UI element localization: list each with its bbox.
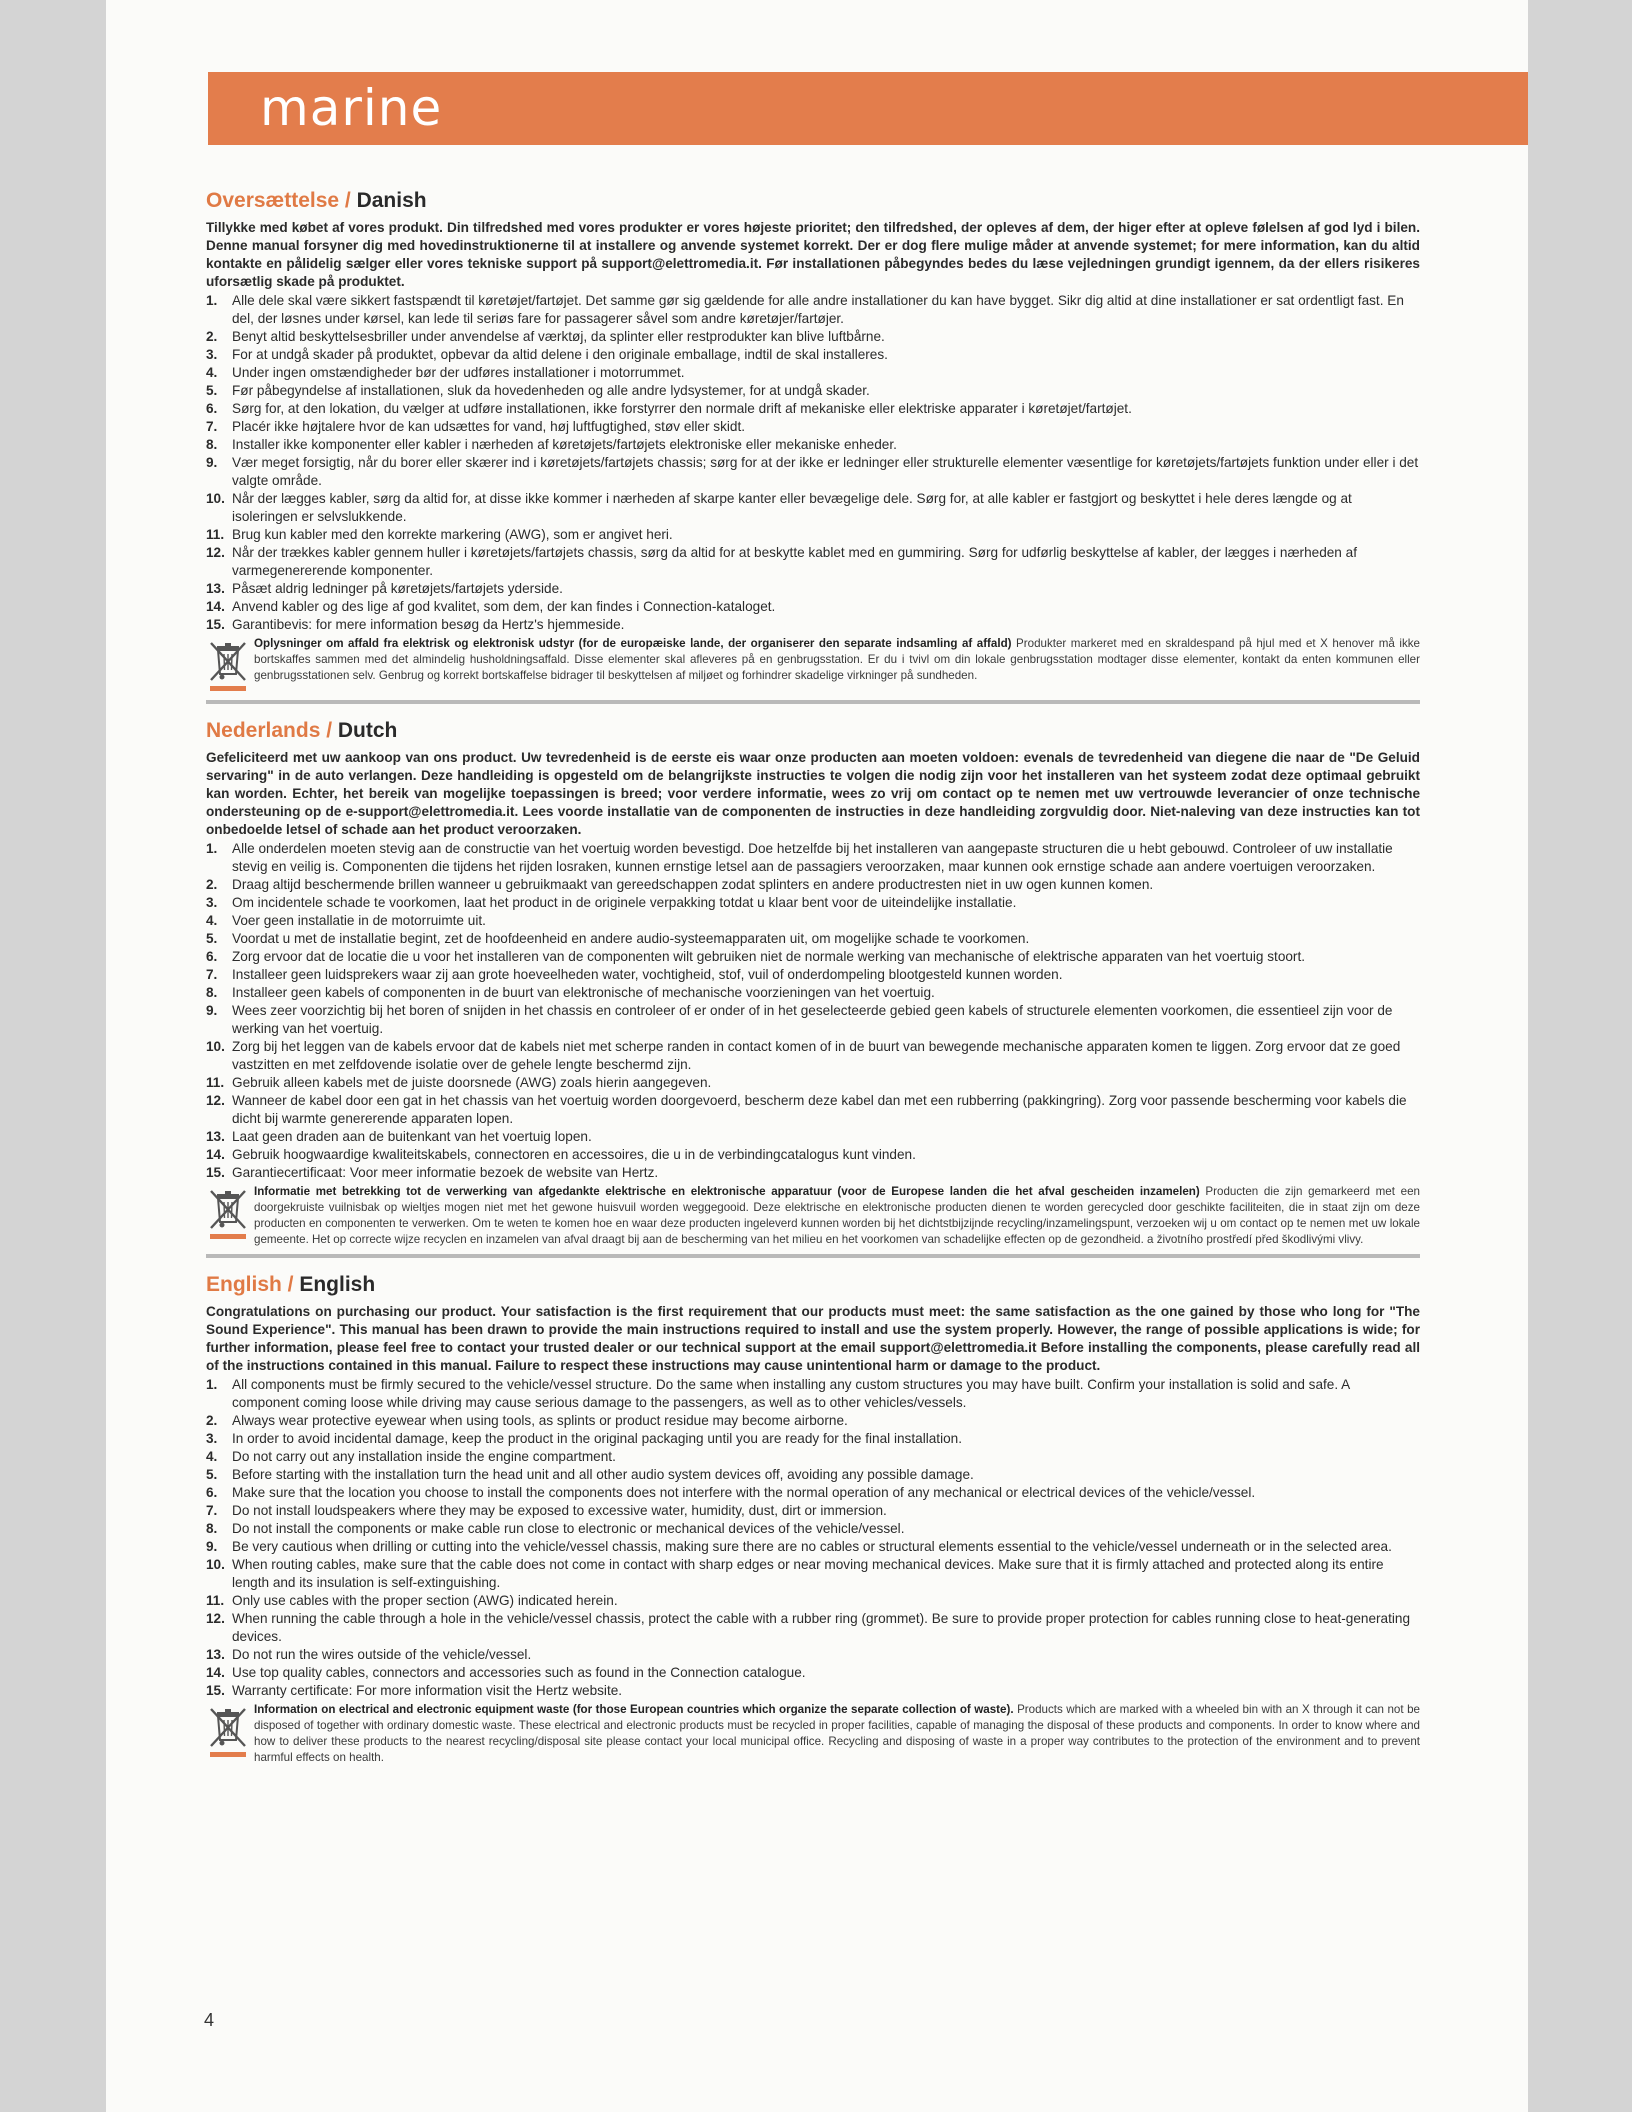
header-banner bbox=[208, 72, 1528, 145]
item-text: For at undgå skader på produktet, opbevar da altid delene i den originale emballage, indtil de skal installeres. bbox=[232, 347, 888, 362]
section-title bbox=[206, 188, 1420, 214]
item-text: Når der trækkes kabler gennem huller i køretøjets/fartøjets chassis, sørg da altid for at beskytte kablet med en gummiring. Sørg for udførlig beskyttelse af kabler, der lægges i nærheden af varmegenererende komponenter. bbox=[232, 545, 1357, 578]
weee-body: Products which are marked with a wheeled bin with an X through it can not be disposed of together with ordinary domestic waste. These electrical and electronic products must be recycled in proper facilities, capable of managing the disposal of these products and components. In order to know where and how to deliver these products to the nearest recycling/disposal site please contact your local municipal office. Recycling and disposing of waste in a proper way contributes to the protection of the environment and to prevent harmful effects on health. bbox=[254, 1703, 1420, 1764]
item-number: 15. bbox=[206, 1165, 225, 1180]
instruction-item bbox=[206, 894, 1420, 912]
item-text: Draag altijd beschermende brillen wanneer u gebruikmaakt van gereedschappen zodat splinters en andere productresten niet in uw ogen kunnen komen. bbox=[232, 877, 1154, 892]
instruction-item bbox=[206, 1592, 1420, 1610]
weee-body: Produkter markeret med en skraldespand på hjul med et X henover må ikke bortskaffes sammen med det almindelig husholdningsaffald. Disse elementer skal afleveres på en genbrugsstation. Er du i tvivl om din lokale genbrugsstation modtager disse elementer, kontakt da enten kommunen eller genbrugsstationen selv. Genbrug og korrekt bortskaffelse bidrager til beskyttelsen af miljøet og forhindrer skadelige virkninger på sundheden. bbox=[254, 637, 1420, 682]
instruction-item bbox=[206, 1664, 1420, 1682]
item-number: 6. bbox=[206, 949, 218, 964]
item-text: Only use cables with the proper section (AWG) indicated herein. bbox=[232, 1593, 618, 1608]
weee-text bbox=[254, 1184, 1420, 1248]
item-number: 4. bbox=[206, 365, 218, 380]
item-text: Zorg ervoor dat de locatie die u voor het installeren van de componenten wilt gebruiken niet de normale werking van mechanische of elektrische apparaten van het voertuig stoort. bbox=[232, 949, 1306, 964]
section-divider bbox=[206, 700, 1420, 704]
item-text: Sørg for, at den lokation, du vælger at udføre installationen, ikke forstyrrer den normale drift af mekaniske eller elektriske apparater i køretøjet/fartøjet. bbox=[232, 401, 1132, 416]
item-text: Wees zeer voorzichtig bij het boren of snijden in het chassis en controleer of er onder of in het geselecteerde gebied geen kabels of structurele elementen voorkomen, die essentieel zijn voor de werking van het voertuig. bbox=[232, 1003, 1393, 1036]
item-text: Voordat u met de installatie begint, zet de hoofdeenheid en andere audio-systeemapparaten uit, om mogelijke schade te voorkomen. bbox=[232, 931, 1030, 946]
item-number: 5. bbox=[206, 383, 218, 398]
item-number: 10. bbox=[206, 491, 225, 506]
weee-notice bbox=[206, 1702, 1420, 1766]
instruction-item bbox=[206, 382, 1420, 400]
weee-heading: Information on electrical and electronic equipment waste (for those European countries which organize the separate collection of waste). bbox=[254, 1703, 1014, 1716]
item-number: 10. bbox=[206, 1039, 225, 1054]
section-intro: Tillykke med købet af vores produkt. Din tilfredshed med vores produkter er vores højeste prioritet; den tilfredshed, der opleves af dem, der higer efter at opleve følelsen af god lyd i bilen. Denne manual forsyner dig med hovedinstruktionerne til at installere og anvende systemet korrekt. Der er dog flere mulige måder at anvende systemet; for mere information, kan du altid kontakte en pålidelig sælger eller vores tekniske support på support@elettromedia.it. Før installationen påbegyndes bedes du læse vejledningen grundigt igennem, da der ellers risikeres uforsætlig skade på produktet. bbox=[206, 220, 1420, 289]
item-number: 13. bbox=[206, 1129, 225, 1144]
instruction-item bbox=[206, 1074, 1420, 1092]
section-title-native: English / bbox=[206, 1273, 294, 1296]
item-text: Garantibevis: for mere information besøg da Hertz's hjemmeside. bbox=[232, 617, 625, 632]
instruction-item bbox=[206, 1466, 1420, 1484]
item-text: Do not run the wires outside of the vehicle/vessel. bbox=[232, 1647, 532, 1662]
instruction-list bbox=[206, 840, 1420, 1182]
language-section bbox=[206, 718, 1420, 1258]
item-number: 12. bbox=[206, 1611, 225, 1626]
item-number: 8. bbox=[206, 437, 218, 452]
instruction-item bbox=[206, 346, 1420, 364]
section-title-english: Dutch bbox=[332, 719, 398, 742]
weee-bin-icon bbox=[208, 1706, 248, 1758]
weee-notice bbox=[206, 1184, 1420, 1248]
item-text: Brug kun kabler med den korrekte markering (AWG), som er angivet heri. bbox=[232, 527, 673, 542]
item-number: 11. bbox=[206, 527, 225, 542]
section-intro: Gefeliciteerd met uw aankoop van ons product. Uw tevredenheid is de eerste eis waar onze producten aan moeten voldoen: evenals de tevredenheid van diegene die naar de "De Geluid servaring" in de auto verlangen. Deze handleiding is opgesteld om de belangrijkste instructies te volgen die nodig zijn voor het installeren van het systeem zodat deze optimaal gebruikt kan worden. Echter, het bereik van mogelijke toepassingen is breed; voor verdere informatie, wees zo vrij om contact op te nemen met uw vertrouwde leverancier of onze technische ondersteuning op de e-support@elettromedia.it. Lees voorde installatie van de componenten de instructies in deze handleiding zorgvuldig door. Niet-naleving van deze instructies kan tot onbedoelde letsel of schade aan het product veroorzaken. bbox=[206, 750, 1420, 837]
instruction-item bbox=[206, 1002, 1420, 1038]
weee-heading: Oplysninger om affald fra elektrisk og elektronisk udstyr (for de europæiske lande, der organiserer den separate indsamling af affald) bbox=[254, 637, 1012, 650]
item-text: Gebruik alleen kabels met de juiste doorsnede (AWG) zoals hierin aangegeven. bbox=[232, 1075, 712, 1090]
item-number: 15. bbox=[206, 617, 225, 632]
item-number: 3. bbox=[206, 347, 218, 362]
item-number: 1. bbox=[206, 841, 218, 856]
item-text: Benyt altid beskyttelsesbriller under anvendelse af værktøj, da splinter eller restprodukter kan blive luftbårne. bbox=[232, 329, 885, 344]
item-number: 12. bbox=[206, 1093, 225, 1108]
instruction-list bbox=[206, 1376, 1420, 1700]
page-number: 4 bbox=[204, 2010, 215, 2030]
instruction-item bbox=[206, 436, 1420, 454]
item-text: Om incidentele schade te voorkomen, laat het product in de originele verpakking totdat u klaar bent voor de uiteindelijke installatie. bbox=[232, 895, 1017, 910]
item-number: 8. bbox=[206, 1521, 218, 1536]
item-number: 4. bbox=[206, 913, 218, 928]
brand-logo: marine bbox=[260, 79, 443, 137]
item-number: 9. bbox=[206, 1003, 218, 1018]
instruction-item bbox=[206, 328, 1420, 346]
item-text: Garantiecertificaat: Voor meer informatie bezoek de website van Hertz. bbox=[232, 1165, 659, 1180]
item-text: Installer ikke komponenter eller kabler i nærheden af køretøjets/fartøjets elektroniske eller mekaniske enheder. bbox=[232, 437, 897, 452]
section-intro: Congratulations on purchasing our product. Your satisfaction is the first requirement that our products must meet: the same satisfaction as the one gained by those who long for "The Sound Experience". This manual has been drawn to provide the main instructions required to install and use the system properly. However, the range of possible applications is wide; for further information, please feel free to contact your trusted dealer or our technical support at the email support@elettromedia.it Before installing the components, please carefully read all of the instructions contained in this manual. Failure to respect these instructions may cause unintentional harm or damage to the product. bbox=[206, 1304, 1420, 1373]
instruction-item bbox=[206, 1520, 1420, 1538]
item-number: 13. bbox=[206, 581, 225, 596]
item-text: Do not install loudspeakers where they may be exposed to excessive water, humidity, dust, dirt or immersion. bbox=[232, 1503, 887, 1518]
weee-body: Producten die zijn gemarkeerd met een doorgekruiste vuilnisbak op wieltjes mogen niet met het gewone huisvuil worden weggegooid. Deze elektrische en elektronische producten dienen te worden gerecycled door geschikte faciliteiten, die in staat zijn om deze producten en componenten te verwerken. Om te weten te komen hoe en waar deze producten ingeleverd kunnen worden bij het dichtstbijzijnde recycling/inzamelingspunt, verzoeken wij u om contact op te nemen met uw lokale gemeente. Het op correcte wijze recyclen en inzamelen van afval draagt bij aan de bescherming van het milieu en het voorkomen van schadelijke effecten op de gezondheid. a životního prostředí před škodlivými vlivy. bbox=[254, 1185, 1420, 1246]
item-text: Before starting with the installation turn the head unit and all other audio system devices off, avoiding any possible damage. bbox=[232, 1467, 974, 1482]
item-number: 12. bbox=[206, 545, 225, 560]
weee-notice bbox=[206, 636, 1420, 694]
weee-text bbox=[254, 636, 1420, 684]
language-section bbox=[206, 1272, 1420, 1766]
item-text: Anvend kabler og des lige af god kvalitet, som dem, der kan findes i Connection-kataloget. bbox=[232, 599, 776, 614]
weee-text bbox=[254, 1702, 1420, 1766]
item-number: 10. bbox=[206, 1557, 225, 1572]
language-section bbox=[206, 188, 1420, 704]
main-content bbox=[206, 188, 1420, 1780]
item-number: 8. bbox=[206, 985, 218, 1000]
item-number: 14. bbox=[206, 1147, 225, 1162]
section-title bbox=[206, 1272, 1420, 1298]
instruction-item bbox=[206, 1430, 1420, 1448]
instruction-item bbox=[206, 1376, 1420, 1412]
item-number: 7. bbox=[206, 1503, 218, 1518]
instruction-item bbox=[206, 1146, 1420, 1164]
item-text: Vær meget forsigtig, når du borer eller skærer ind i køretøjets/fartøjets chassis; sørg for at der ikke er ledninger eller strukturelle elementer væsentlige for køretøjets/fartøjets funktion under eller i det valgte område. bbox=[232, 455, 1419, 488]
instruction-item bbox=[206, 1610, 1420, 1646]
item-text: Always wear protective eyewear when using tools, as splints or product residue may become airborne. bbox=[232, 1413, 848, 1428]
item-text: Do not carry out any installation inside the engine compartment. bbox=[232, 1449, 616, 1464]
weee-heading: Informatie met betrekking tot de verwerking van afgedankte elektrische en elektronische apparatuur (voor de Europese landen die het afval gescheiden inzamelen) bbox=[254, 1185, 1200, 1198]
weee-bin-icon bbox=[208, 640, 248, 692]
item-text: Påsæt aldrig ledninger på køretøjets/fartøjets yderside. bbox=[232, 581, 563, 596]
item-text: When running the cable through a hole in the vehicle/vessel chassis, protect the cable with a rubber ring (grommet). Be sure to provide proper protection for cables running close to heat-generating devices. bbox=[232, 1611, 1411, 1644]
item-number: 3. bbox=[206, 895, 218, 910]
item-text: Alle onderdelen moeten stevig aan de constructie van het voertuig worden bevestigd. Doe hetzelfde bij het installeren van aangepaste structuren die u hebt gebouwd. Controleer of uw installatie stevig en veilig is. Componenten die tijdens het rijden losraken, kunnen ernstige letsel aan de passagiers veroorzaken, maar kunnen ook ernstige schade aan andere voertuigen veroorzaken. bbox=[232, 841, 1393, 874]
item-number: 2. bbox=[206, 877, 218, 892]
instruction-item bbox=[206, 1502, 1420, 1520]
instruction-item bbox=[206, 1448, 1420, 1466]
item-text: Under ingen omstændigheder bør der udføres installationer i motorrummet. bbox=[232, 365, 685, 380]
instruction-item bbox=[206, 966, 1420, 984]
item-number: 2. bbox=[206, 1413, 218, 1428]
section-title-english: Danish bbox=[350, 189, 427, 212]
instruction-item bbox=[206, 526, 1420, 544]
instruction-item bbox=[206, 1092, 1420, 1128]
instruction-item bbox=[206, 544, 1420, 580]
item-number: 1. bbox=[206, 293, 218, 308]
instruction-item bbox=[206, 1038, 1420, 1074]
instruction-item bbox=[206, 292, 1420, 328]
item-text: Be very cautious when drilling or cutting into the vehicle/vessel chassis, making sure there are no cables or structural elements essential to the vehicle/vessel underneath or in the selected area. bbox=[232, 1539, 1392, 1554]
instruction-item bbox=[206, 1682, 1420, 1700]
item-text: When routing cables, make sure that the cable does not come in contact with sharp edges or near moving mechanical devices. Make sure that it is firmly attached and protected along its entire length and its insulation is self-extinguishing. bbox=[232, 1557, 1384, 1590]
item-number: 5. bbox=[206, 931, 218, 946]
instruction-item bbox=[206, 1538, 1420, 1556]
item-text: Installeer geen luidsprekers waar zij aan grote hoeveelheden water, vochtigheid, stof, vuil of onderdompeling blootgesteld kunnen worden. bbox=[232, 967, 1063, 982]
item-text: Use top quality cables, connectors and accessories such as found in the Connection catalogue. bbox=[232, 1665, 806, 1680]
section-title-native: Nederlands / bbox=[206, 719, 333, 742]
instruction-item bbox=[206, 876, 1420, 894]
item-text: Zorg bij het leggen van de kabels ervoor dat de kabels niet met scherpe randen in contact komen of in de buurt van bewegende mechanische apparaten komen te liggen. Zorg ervoor dat ze goed vastzitten en met zelfdovende isolatie over de gehele lengte beschermd zijn. bbox=[232, 1039, 1401, 1072]
item-text: Do not install the components or make cable run close to electronic or mechanical devices of the vehicle/vessel. bbox=[232, 1521, 905, 1536]
item-number: 7. bbox=[206, 967, 218, 982]
item-text: Alle dele skal være sikkert fastspændt til køretøjet/fartøjet. Det samme gør sig gældende for alle andre installationer du kan have bygget. Sikr dig altid at dine installationer er sat ordentligt fast. En del, der løsnes under kørsel, kan lede til seriøs fare for passagerer såvel som andre køretøjer/fartøjer. bbox=[232, 293, 1404, 326]
item-number: 6. bbox=[206, 1485, 218, 1500]
item-text: In order to avoid incidental damage, keep the product in the original packaging until you are ready for the final installation. bbox=[232, 1431, 962, 1446]
instruction-item bbox=[206, 616, 1420, 634]
item-number: 15. bbox=[206, 1683, 225, 1698]
instruction-item bbox=[206, 364, 1420, 382]
item-text: Wanneer de kabel door een gat in het chassis van het voertuig worden doorgevoerd, bescherm deze kabel dan met een rubberring (pakkingring). Zorg voor passende bescherming voor kabels die dicht bij warmte genererende apparaten lopen. bbox=[232, 1093, 1407, 1126]
item-number: 14. bbox=[206, 1665, 225, 1680]
item-number: 5. bbox=[206, 1467, 218, 1482]
instruction-item bbox=[206, 1164, 1420, 1182]
item-number: 7. bbox=[206, 419, 218, 434]
item-text: Placér ikke højtalere hvor de kan udsættes for vand, høj luftfugtighed, støv eller skidt. bbox=[232, 419, 746, 434]
item-number: 4. bbox=[206, 1449, 218, 1464]
instruction-item bbox=[206, 418, 1420, 436]
item-text: Installeer geen kabels of componenten in de buurt van elektronische of mechanische voorzieningen van het voertuig. bbox=[232, 985, 935, 1000]
instruction-list bbox=[206, 292, 1420, 634]
instruction-item bbox=[206, 580, 1420, 598]
item-number: 14. bbox=[206, 599, 225, 614]
item-text: Før påbegyndelse af installationen, sluk da hovedenheden og alle andre lydsystemer, for at undgå skader. bbox=[232, 383, 870, 398]
instruction-item bbox=[206, 454, 1420, 490]
item-text: Gebruik hoogwaardige kwaliteitskabels, connectoren en accessoires, die u in de verbindingcatalogus kunt vinden. bbox=[232, 1147, 916, 1162]
item-text: Laat geen draden aan de buitenkant van het voertuig lopen. bbox=[232, 1129, 592, 1144]
item-text: Voer geen installatie in de motorruimte uit. bbox=[232, 913, 486, 928]
item-text: Når der lægges kabler, sørg da altid for, at disse ikke kommer i nærheden af skarpe kanter eller bevægelige dele. Sørg for, at alle kabler er fastgjort og beskyttet i hele deres længde og at isoleringen er selvslukkende. bbox=[232, 491, 1352, 524]
instruction-item bbox=[206, 1484, 1420, 1502]
item-number: 6. bbox=[206, 401, 218, 416]
item-text: Make sure that the location you choose to install the components does not interfere with the normal operation of any mechanical or electrical devices of the vehicle/vessel. bbox=[232, 1485, 1256, 1500]
item-number: 2. bbox=[206, 329, 218, 344]
instruction-item bbox=[206, 948, 1420, 966]
instruction-item bbox=[206, 490, 1420, 526]
instruction-item bbox=[206, 1128, 1420, 1146]
item-number: 13. bbox=[206, 1647, 225, 1662]
instruction-item bbox=[206, 912, 1420, 930]
item-number: 9. bbox=[206, 1539, 218, 1554]
section-title-english: English bbox=[293, 1273, 376, 1296]
instruction-item bbox=[206, 930, 1420, 948]
section-title-native: Oversættelse / bbox=[206, 189, 351, 212]
instruction-item bbox=[206, 1412, 1420, 1430]
instruction-item bbox=[206, 598, 1420, 616]
instruction-item bbox=[206, 984, 1420, 1002]
item-number: 3. bbox=[206, 1431, 218, 1446]
instruction-item bbox=[206, 400, 1420, 418]
section-divider bbox=[206, 1254, 1420, 1258]
item-text: All components must be firmly secured to the vehicle/vessel structure. Do the same when installing any custom structures you may have built. Confirm your installation is solid and safe. A component coming loose while driving may cause serious damage to the passengers, as well as to other vehicles/vessels. bbox=[232, 1377, 1350, 1410]
item-number: 9. bbox=[206, 455, 218, 470]
weee-bin-icon bbox=[208, 1188, 248, 1240]
item-text: Warranty certificate: For more information visit the Hertz website. bbox=[232, 1683, 623, 1698]
instruction-item bbox=[206, 1646, 1420, 1664]
item-number: 11. bbox=[206, 1593, 225, 1608]
instruction-item bbox=[206, 840, 1420, 876]
item-number: 11. bbox=[206, 1075, 225, 1090]
item-number: 1. bbox=[206, 1377, 218, 1392]
section-title bbox=[206, 718, 1420, 744]
instruction-item bbox=[206, 1556, 1420, 1592]
